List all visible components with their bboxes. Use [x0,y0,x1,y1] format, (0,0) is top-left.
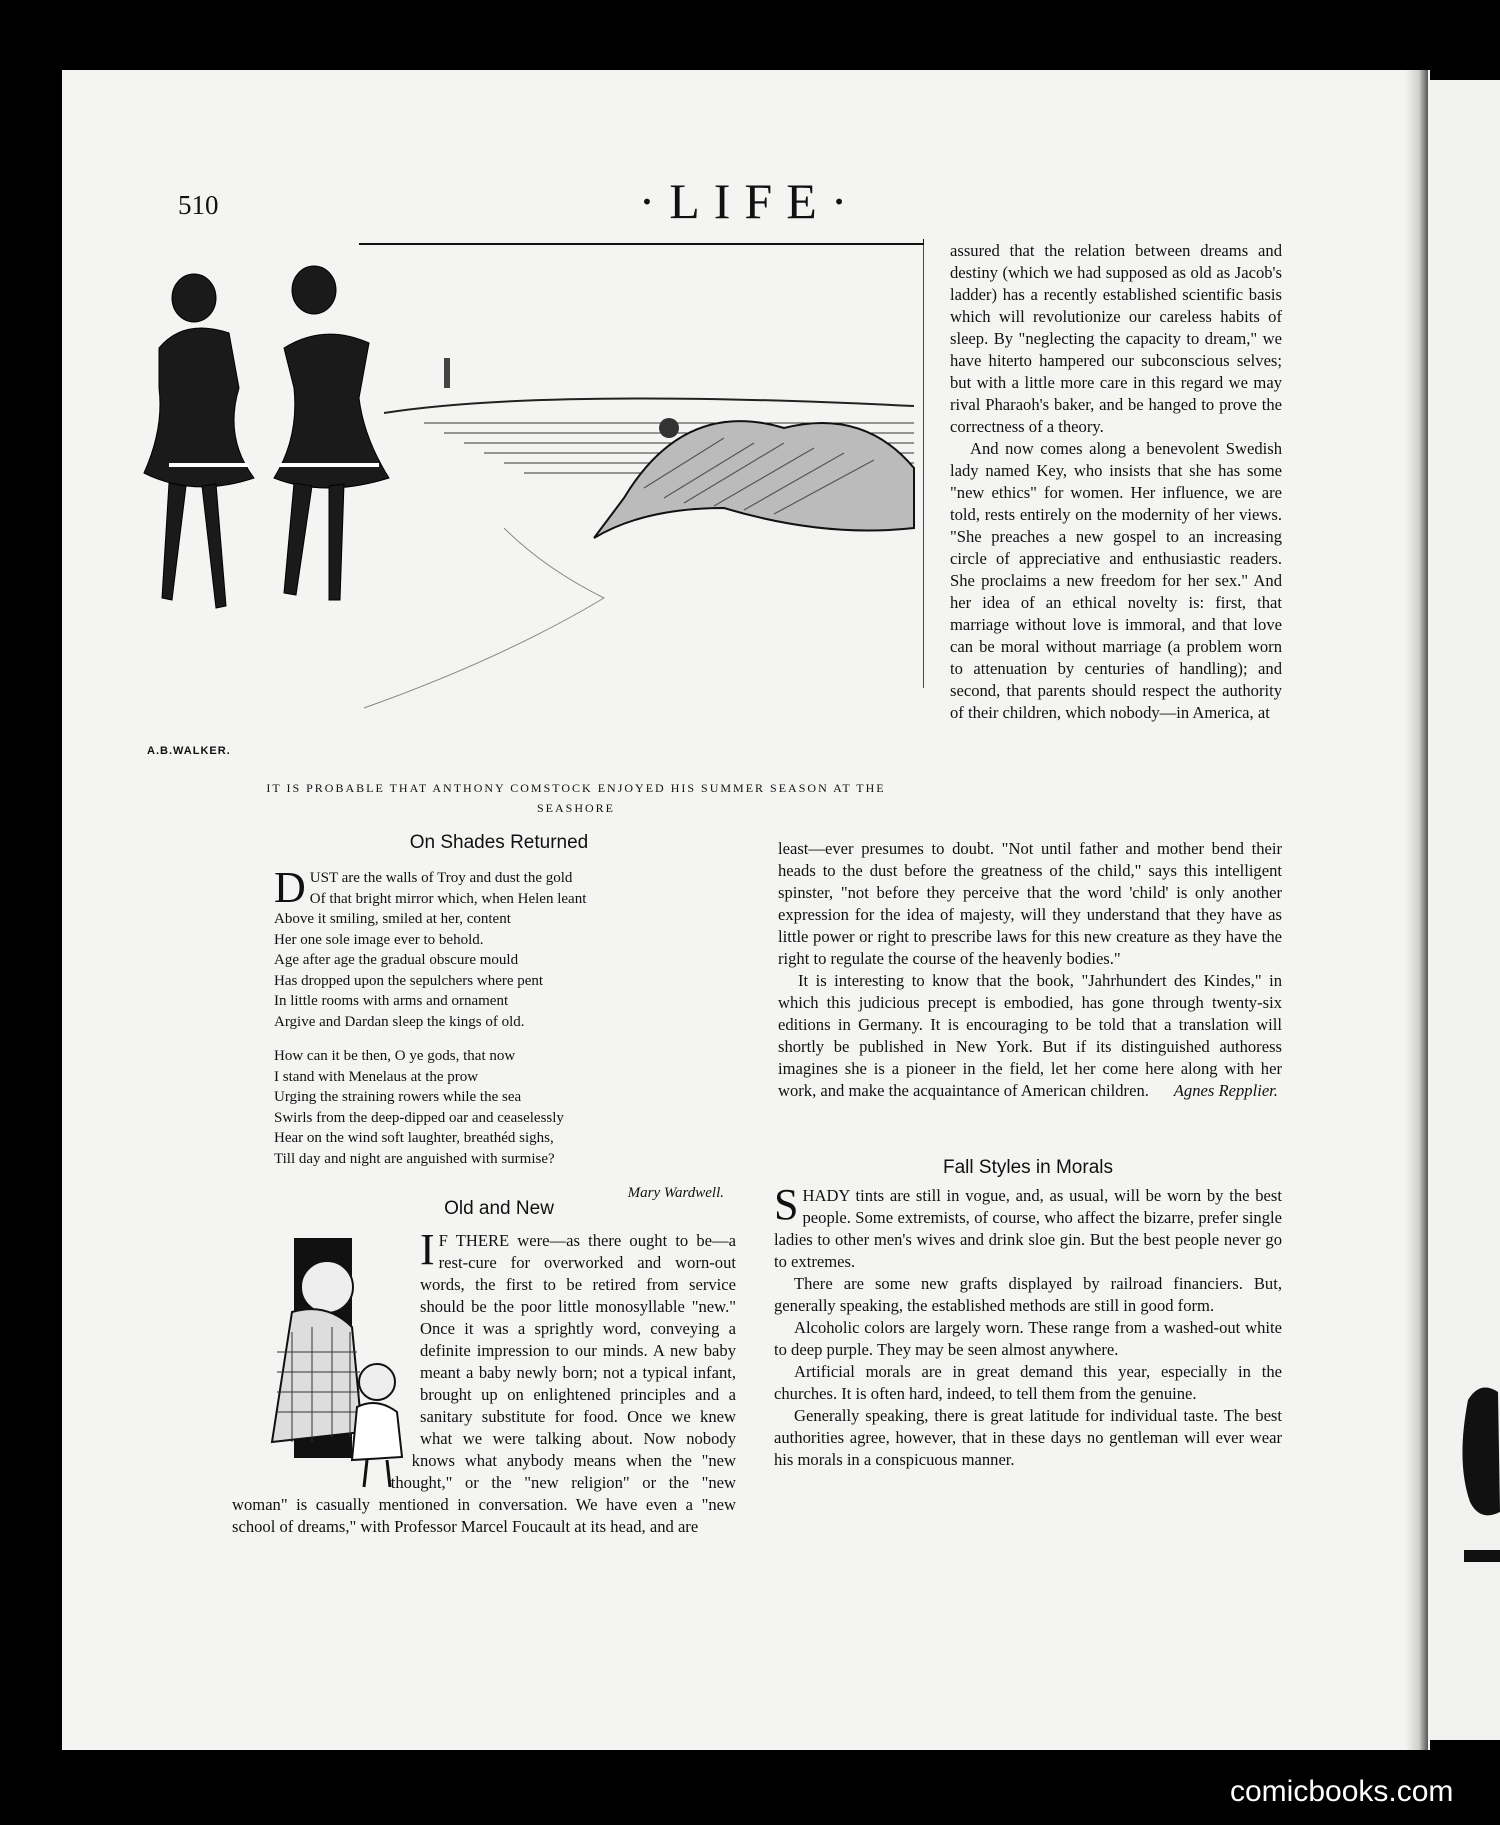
beach-illustration [124,238,924,773]
poem-line: Hear on the wind soft laughter, breathéd sighs, [274,1130,554,1146]
article-intro [950,240,1282,724]
poem-line: Of that bright mirror which, when Helen leant [309,890,587,907]
poem-line: I stand with Menelaus at the prow [274,1068,479,1085]
old-and-new-title: Old and New [444,1198,554,1219]
poem-line: Age after age the gradual obscure mould [274,952,519,968]
poem-line: Her one sole image ever to behold. [274,931,484,948]
article-paragraph: assured that the relation between dreams and destiny (which we had supposed as old as Jacob's ladder) has a recently established scientific basis which will revolutionize our careless habits of sleep. By "neglecting the capacity to dream," we have hiterto hampered our subconscious selves; but with a little more care in this regard we may rival Pharaoh's baker, and be hanged to prove the correctness of a theory. [950,241,1282,436]
illustration-caption: IT IS PROBABLE THAT ANTHONY COMSTOCK ENJOYED HIS SUMMER SEASON AT THE SEASHORE [266,781,886,815]
poem-line: Urging the straining rowers while the sea [274,1089,522,1105]
fall-styles-paragraph: Generally speaking, there is great latitude for individual taste. The best authorities agree, however, that in these days no gentleman will ever wear his morals in a conspicuous manner. [774,1406,1282,1469]
article-paragraph: And now comes along a benevolent Swedish lady named Key, who insists that she has some "new ethics" for women. Her influence, we are told, rests entirely on the modernity of her views. "She preaches a new gospel to an increasing circle of appreciative and enthusiastic readers. She proclaims a new freedom for her sex." And her idea of an ethical novelty is: first, that marriage without love is immoral, and that love can be moral without marriage (a problem worn to attenuation by centuries of handling); and second, that parents should respect the authority of their children, which nobody—in America, at [950,439,1282,722]
next-page-illustration-fragment [1428,80,1500,1740]
poem-line: Till day and night are anguished with surmise? [274,1150,555,1167]
page-number: 510 [178,190,219,220]
poem-body [274,863,724,1204]
old-and-new-dropcap: I [420,1225,435,1274]
poem-line: How can it be then, O ye gods, that now [274,1048,516,1064]
nanny-child-illustration [232,1232,410,1494]
article-paragraph-text: It is interesting to know that the book, "Jahrhundert des Kindes," in which this judicious precept is embodied, has gone through twenty-six editions in Germany. It is encouraging to be told that a translation will shortly be published in New York. But if its distinguished authoress imagines she is a pioneer in the field, let her come here along with her work, and make the acquaintance of American children. [778,971,1282,1100]
fall-styles-paragraph: Alcoholic colors are largely worn. These range from a washed-out white to deep purple. They may be seen almost anywhere. [774,1318,1282,1359]
poem-stanza [274,863,724,1032]
article-continued [778,838,1282,1102]
next-page-edge [1428,80,1500,1740]
article-paragraph: least—ever presumes to doubt. "Not until father and mother bend their heads to the dust before the greatness of the child," says this intelligent spinster, "not before they perceive that the word 'child' is only another expression for the idea of majesty, will they understand that they have as little power or right to prescribe laws for this new creature as they have the right to regulate the course of the heavenly bodies." [778,839,1282,968]
fall-styles-dropcap: S [774,1180,799,1229]
poem-section [274,832,724,1204]
fall-styles-first-text: HADY tints are still in vogue, and, as usual, will be worn by the best people. Some extremists, of course, who affect the bizarre, prefer single ladies to other men's wives and drink sloe gin. But the best people never go to extremes. [774,1186,1282,1271]
masthead: ·LIFE· [638,173,862,229]
poem-line: Swirls from the deep-dipped oar and ceaselessly [274,1109,564,1126]
old-and-new-article [232,1225,736,1538]
poem-line: Above it smiling, smiled at her, content [274,911,511,927]
watermark: comicbooks.com [1230,1775,1454,1808]
fall-styles-paragraph: There are some new grafts displayed by railroad financiers. But, generally speaking, the established methods are still in good form. [774,1274,1282,1315]
fall-styles-title: Fall Styles in Morals [943,1157,1113,1178]
fall-styles-paragraph: Artificial morals are in great demand this year, especially in the churches. It is often hard, indeed, to tell them from the genuine. [774,1362,1282,1403]
poem-stanza [274,1046,724,1169]
page-gutter [1405,70,1428,1750]
poem-line: In little rooms with arms and ornament [274,993,509,1009]
poem-line: Has dropped upon the sepulchers where pent [274,972,544,989]
illustrator-credit: A.B.WALKER. [147,745,231,757]
poem-line: Argive and Dardan sleep the kings of old. [274,1013,525,1030]
fall-styles-first-paragraph [774,1180,1282,1273]
old-and-new-text: F THERE were—as there ought to be—a rest-cure for overworked and worn-out words, the first to be retired from service should be the poor little monosyllable "new." Once it was a sprightly word, conveying a definite impression to our minds. A new baby meant a baby newly born; not a typical infant, brought up on enlightened principles and a sanitary substitute for food. Once we knew what we were talking about. Now nobody knows what anybody means when the "new thought," or the "new religion" or the "new woman" is casually mentioned in conversation. We have even a "new school of dreams," with Professor Marcel Foucault at its head, and are [232,1231,736,1536]
article-paragraph [778,970,1282,1102]
poem-signature: Mary Wardwell. [627,1185,724,1201]
fall-styles-article [774,1180,1282,1471]
poem-title: On Shades Returned [409,832,589,853]
article-signature: Agnes Repplier. [1173,1081,1278,1100]
poem-dropcap: D [274,863,306,912]
poem-line: UST are the walls of Troy and dust the gold [309,870,573,886]
